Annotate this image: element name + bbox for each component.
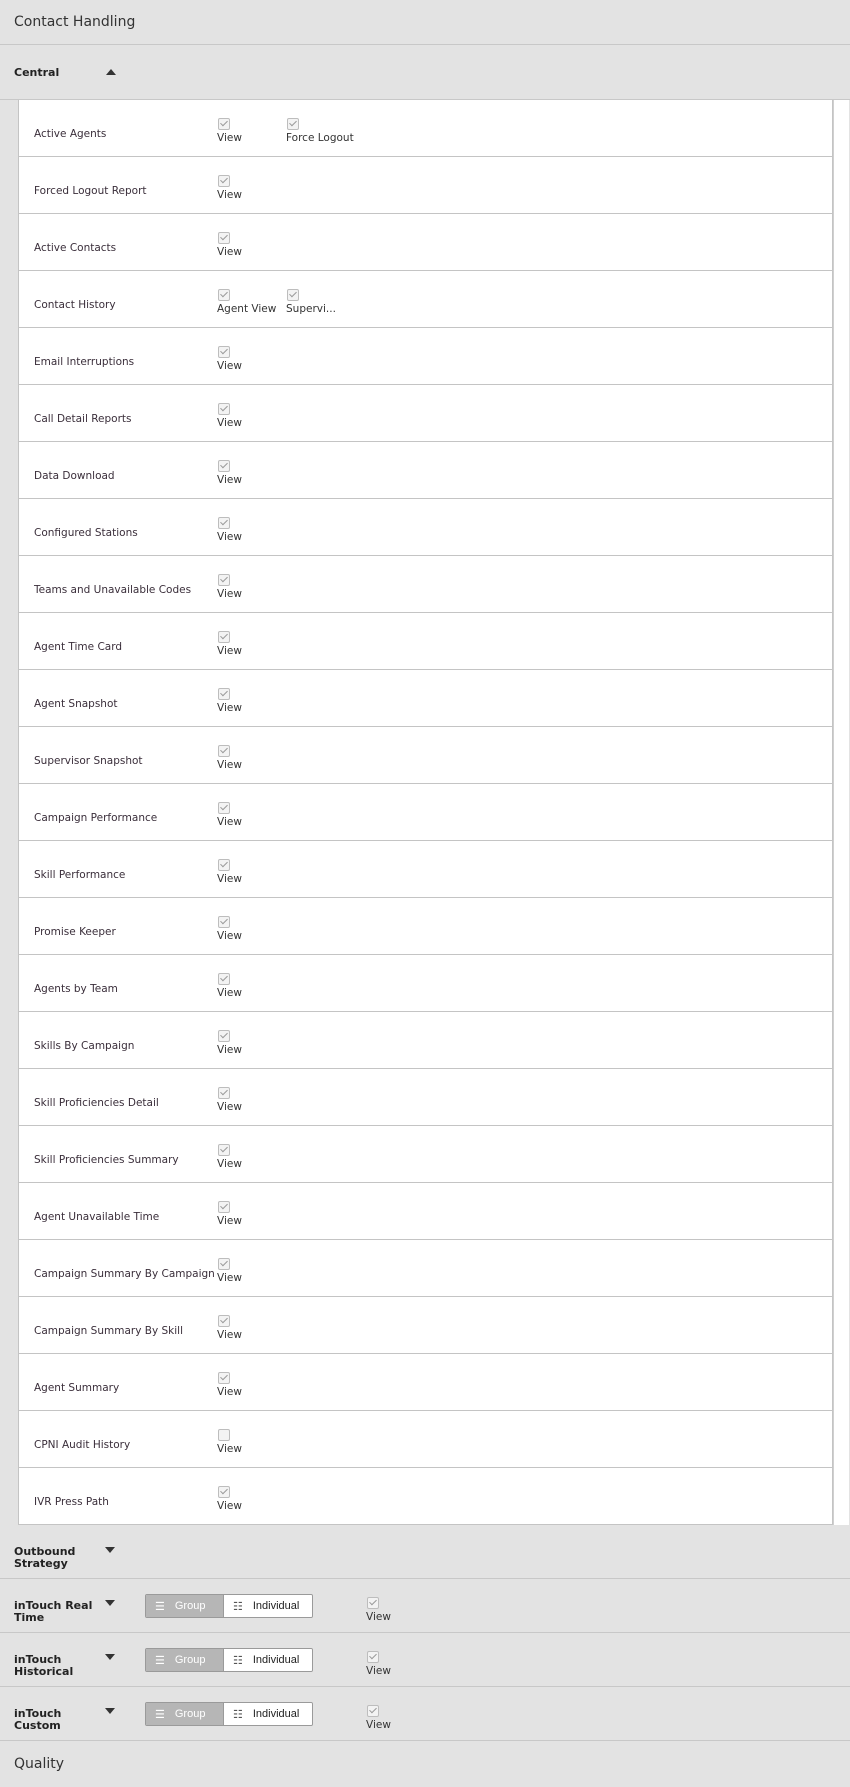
permission-checkbox[interactable] (217, 973, 242, 999)
checkbox[interactable] (218, 1372, 230, 1384)
group-option[interactable] (146, 1649, 223, 1671)
group-option[interactable] (146, 1703, 223, 1725)
table-row (19, 1354, 832, 1411)
permission-label: View (217, 531, 242, 543)
caret-up-icon[interactable] (106, 69, 116, 75)
outbound-strategy-section[interactable] (0, 1525, 850, 1579)
table-row (19, 1012, 832, 1069)
row-label: Agent Snapshot (34, 698, 118, 710)
permission-checkbox[interactable] (217, 1201, 242, 1227)
checkbox[interactable] (218, 802, 230, 814)
checkbox[interactable] (218, 1201, 230, 1213)
row-label: Forced Logout Report (34, 185, 147, 197)
group-label: Group (174, 1600, 206, 1612)
intouch-section-title: inTouch Real Time (14, 1599, 93, 1624)
view-label: View (366, 1719, 391, 1731)
checkbox[interactable] (218, 1087, 230, 1099)
row-label: Skill Performance (34, 869, 126, 881)
permission-checkbox[interactable] (217, 289, 276, 315)
permission-checkbox[interactable] (217, 745, 242, 771)
permission-label: View (217, 1443, 242, 1455)
table-row (19, 727, 832, 784)
intouch-section[interactable] (0, 1633, 850, 1687)
row-label: Agent Time Card (34, 641, 123, 653)
individual-label: Individual (252, 1600, 300, 1612)
checkbox[interactable] (218, 289, 230, 301)
table-row (19, 100, 832, 157)
checkbox[interactable] (218, 175, 230, 187)
permission-label: View (217, 360, 242, 372)
permission-label: View (217, 702, 242, 714)
table-row (19, 613, 832, 670)
table-row (19, 1240, 832, 1297)
permission-checkbox[interactable] (217, 859, 242, 885)
table-row (19, 499, 832, 556)
permission-checkbox[interactable] (217, 916, 242, 942)
group-label: Group (174, 1654, 206, 1666)
view-checkbox[interactable] (366, 1651, 391, 1677)
sliders-icon: ☷ (233, 1654, 243, 1667)
checkbox[interactable] (218, 1030, 230, 1042)
table-row (19, 271, 832, 328)
view-label: View (366, 1665, 391, 1677)
row-label: Data Download (34, 470, 115, 482)
central-permissions-table (18, 100, 833, 1525)
outbound-strategy-title: Outbound Strategy (14, 1545, 76, 1570)
permission-label: View (217, 1386, 242, 1398)
permission-label: View (217, 1158, 242, 1170)
permission-label: View (217, 873, 242, 885)
permission-label: View (217, 1500, 242, 1512)
table-row (19, 328, 832, 385)
table-row (19, 1297, 832, 1354)
permission-checkbox[interactable] (217, 1315, 242, 1341)
checkbox[interactable] (218, 745, 230, 757)
permission-checkbox[interactable] (217, 688, 242, 714)
permission-checkbox[interactable] (217, 802, 242, 828)
permission-label: View (217, 987, 242, 999)
permission-label: View (217, 246, 242, 258)
row-label: Skills By Campaign (34, 1040, 135, 1052)
table-row (19, 784, 832, 841)
checkbox[interactable] (218, 574, 230, 586)
permission-label: View (217, 1272, 242, 1284)
permission-checkbox[interactable] (217, 1486, 242, 1512)
caret-down-icon[interactable] (105, 1654, 115, 1660)
list-icon: ☰ (155, 1654, 165, 1667)
permission-label: View (217, 132, 242, 144)
permission-label: View (217, 588, 242, 600)
permission-label: View (217, 930, 242, 942)
table-row (19, 1183, 832, 1240)
permission-label: Supervi... (286, 303, 336, 315)
row-label: Campaign Summary By Skill (34, 1325, 183, 1337)
checkbox[interactable] (367, 1651, 379, 1663)
checkbox[interactable] (218, 1315, 230, 1327)
row-label: Supervisor Snapshot (34, 755, 143, 767)
permission-label: View (217, 189, 242, 201)
central-section-title: Central (14, 66, 60, 79)
group-individual-toggle[interactable] (145, 1648, 313, 1672)
checkbox[interactable] (287, 289, 299, 301)
individual-option[interactable] (223, 1703, 312, 1725)
permission-label: View (217, 759, 242, 771)
checkbox[interactable] (218, 460, 230, 472)
individual-option[interactable] (223, 1595, 312, 1617)
permission-checkbox[interactable] (217, 118, 242, 144)
checkbox[interactable] (218, 1258, 230, 1270)
permission-checkbox[interactable] (217, 346, 242, 372)
checkbox[interactable] (287, 118, 299, 130)
checkbox[interactable] (218, 1486, 230, 1498)
table-row (19, 157, 832, 214)
row-label: Agent Unavailable Time (34, 1211, 160, 1223)
central-section-header[interactable] (0, 45, 850, 100)
row-label: Agents by Team (34, 983, 118, 995)
table-row (19, 1411, 832, 1468)
permission-checkbox[interactable] (217, 1087, 242, 1113)
permission-label: Agent View (217, 303, 277, 315)
group-option[interactable] (146, 1595, 223, 1617)
table-row (19, 898, 832, 955)
checkbox[interactable] (218, 346, 230, 358)
checkbox[interactable] (218, 517, 230, 529)
list-icon: ☰ (155, 1600, 165, 1613)
group-individual-toggle[interactable] (145, 1702, 313, 1726)
permission-checkbox[interactable] (217, 403, 242, 429)
view-checkbox[interactable] (366, 1597, 391, 1623)
permission-checkbox[interactable] (217, 175, 242, 201)
checkbox[interactable] (218, 859, 230, 871)
permission-label: View (217, 1329, 242, 1341)
group-label: Group (174, 1708, 206, 1720)
row-label: Contact History (34, 299, 116, 311)
checkbox[interactable] (367, 1705, 379, 1717)
checkbox[interactable] (218, 1144, 230, 1156)
checkbox[interactable] (367, 1597, 379, 1609)
sliders-icon: ☷ (233, 1600, 243, 1613)
permission-checkbox[interactable] (217, 232, 242, 258)
row-label: Configured Stations (34, 527, 138, 539)
row-label: Campaign Performance (34, 812, 158, 824)
permission-checkbox[interactable] (217, 460, 242, 486)
row-label: Email Interruptions (34, 356, 135, 368)
permission-checkbox[interactable] (286, 289, 336, 315)
checkbox[interactable] (218, 973, 230, 985)
checkbox[interactable] (218, 916, 230, 928)
row-label: Call Detail Reports (34, 413, 132, 425)
table-row (19, 556, 832, 613)
individual-label: Individual (252, 1654, 300, 1666)
row-label: Agent Summary (34, 1382, 120, 1394)
permission-label: View (217, 417, 242, 429)
individual-option[interactable] (223, 1649, 312, 1671)
section-title: Contact Handling (0, 0, 850, 45)
group-individual-toggle[interactable] (145, 1594, 313, 1618)
sliders-icon: ☷ (233, 1708, 243, 1721)
checkbox[interactable] (218, 232, 230, 244)
row-label: Teams and Unavailable Codes (34, 584, 192, 596)
checkbox[interactable] (218, 1429, 230, 1441)
table-row (19, 670, 832, 727)
permission-checkbox[interactable] (217, 1144, 242, 1170)
caret-down-icon[interactable] (105, 1600, 115, 1606)
row-label: CPNI Audit History (34, 1439, 131, 1451)
permission-checkbox[interactable] (217, 1030, 242, 1056)
view-label: View (366, 1611, 391, 1623)
view-checkbox[interactable] (366, 1705, 391, 1731)
caret-down-icon[interactable] (105, 1547, 115, 1553)
permission-checkbox[interactable] (217, 574, 242, 600)
permission-checkbox[interactable] (217, 1258, 242, 1284)
permission-label: View (217, 816, 242, 828)
permission-label: View (217, 474, 242, 486)
table-row (19, 385, 832, 442)
intouch-section[interactable] (0, 1687, 850, 1741)
permission-label: View (217, 1215, 242, 1227)
checkbox[interactable] (218, 403, 230, 415)
permission-checkbox[interactable] (217, 1372, 242, 1398)
row-label: Skill Proficiencies Summary (34, 1154, 179, 1166)
permission-checkbox[interactable] (217, 631, 242, 657)
permission-checkbox[interactable] (286, 118, 354, 144)
table-row (19, 1468, 832, 1525)
table-row (19, 955, 832, 1012)
scrollbar[interactable] (833, 100, 849, 1525)
row-label: Campaign Summary By Campaign (34, 1268, 215, 1280)
permission-label: View (217, 1101, 242, 1113)
table-row (19, 214, 832, 271)
permission-label: View (217, 1044, 242, 1056)
list-icon: ☰ (155, 1708, 165, 1721)
row-label: IVR Press Path (34, 1496, 109, 1508)
permission-label: View (217, 645, 242, 657)
checkbox[interactable] (218, 631, 230, 643)
intouch-section-title: inTouch Custom (14, 1707, 62, 1732)
table-row (19, 1069, 832, 1126)
permission-checkbox[interactable] (217, 1429, 242, 1455)
caret-down-icon[interactable] (105, 1708, 115, 1714)
checkbox[interactable] (218, 118, 230, 130)
row-label: Active Agents (34, 128, 107, 140)
quality-section-title[interactable]: Quality (14, 1756, 65, 1772)
permission-label: Force Logout (286, 132, 354, 144)
row-label: Promise Keeper (34, 926, 116, 938)
intouch-section[interactable] (0, 1579, 850, 1633)
table-row (19, 841, 832, 898)
individual-label: Individual (252, 1708, 300, 1720)
row-label: Active Contacts (34, 242, 117, 254)
row-label: Skill Proficiencies Detail (34, 1097, 159, 1109)
table-row (19, 442, 832, 499)
table-row (19, 1126, 832, 1183)
permission-checkbox[interactable] (217, 517, 242, 543)
intouch-section-title: inTouch Historical (14, 1653, 74, 1678)
checkbox[interactable] (218, 688, 230, 700)
